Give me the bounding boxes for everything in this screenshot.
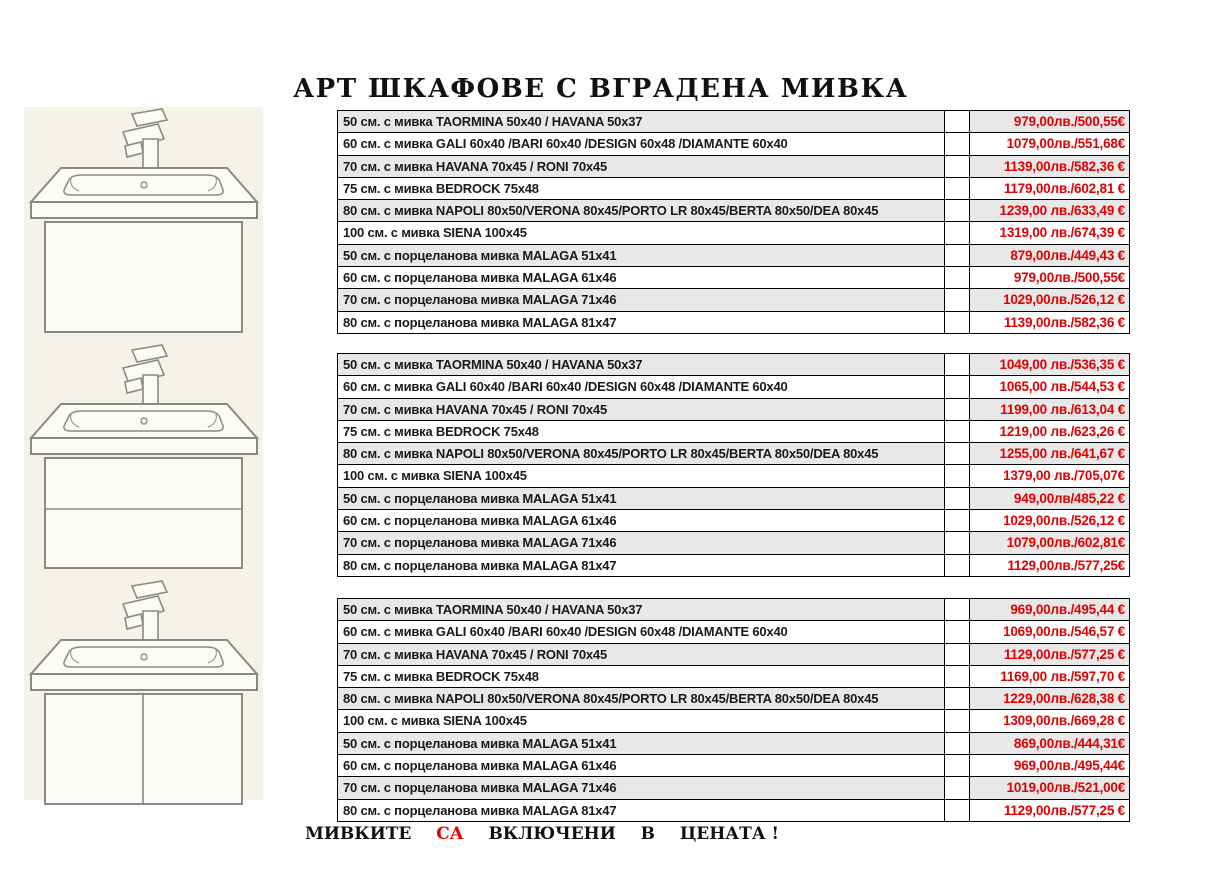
table-row — [337, 644, 1130, 666]
product-description: 50 см. с порцеланова мивка MALAGA 51x41 — [337, 245, 945, 266]
faucet-icon — [123, 581, 167, 641]
product-description: 60 см. с порцеланова мивка MALAGA 61x46 — [337, 755, 945, 776]
table-row — [337, 710, 1130, 732]
product-price: 979,00лв./500,55€ — [969, 267, 1130, 288]
product-description: 70 см. с порцеланова мивка MALAGA 71x46 — [337, 532, 945, 553]
table-row — [337, 200, 1130, 222]
table-row — [337, 733, 1130, 755]
product-description: 50 см. с мивка TAORMINA 50x40 / HAVANA 50x37 — [337, 111, 945, 132]
table-row — [337, 245, 1130, 267]
product-price: 879,00лв./449,43 € — [969, 245, 1130, 266]
product-price: 1255,00 лв./641,67 € — [969, 443, 1130, 464]
product-description: 100 см. с мивка SIENA 100x45 — [337, 465, 945, 486]
page-title: АРТ ШКАФОВЕ С ВГРАДЕНА МИВКА — [293, 74, 909, 104]
product-description: 80 см. с мивка NAPOLI 80x50/VERONA 80x45/PORTO LR 80x45/BERTA 80x50/DEA 80x45 — [337, 443, 945, 464]
product-description: 50 см. с мивка TAORMINA 50x40 / HAVANA 50x37 — [337, 599, 945, 620]
product-price: 1129,00лв./577,25€ — [969, 555, 1130, 576]
product-price: 1129,00лв./577,25 € — [969, 800, 1130, 821]
table-row — [337, 621, 1130, 643]
column-gap — [945, 621, 969, 642]
footer-word: ВКЛЮЧЕНИ — [488, 824, 616, 844]
column-gap — [945, 156, 969, 177]
sink-top — [31, 640, 257, 690]
product-price: 1139,00лв./582,36 € — [969, 312, 1130, 333]
column-gap — [945, 465, 969, 486]
table-row — [337, 399, 1130, 421]
product-description: 60 см. с мивка GALI 60x40 /BARI 60x40 /DESIGN 60x48 /DIAMANTE 60x40 — [337, 376, 945, 397]
product-description: 70 см. с мивка HAVANA 70x45 / RONI 70x45 — [337, 399, 945, 420]
footer-word: В — [640, 824, 655, 844]
table-row — [337, 555, 1130, 577]
product-description: 75 см. с мивка BEDROCK 75x48 — [337, 666, 945, 687]
product-price: 1179,00лв./602,81 € — [969, 178, 1130, 199]
product-price: 1029,00лв./526,12 € — [969, 289, 1130, 310]
faucet-icon — [123, 109, 167, 169]
product-description: 60 см. с порцеланова мивка MALAGA 61x46 — [337, 510, 945, 531]
column-gap — [945, 399, 969, 420]
vanity-sink-two-drawers-image — [24, 343, 263, 574]
column-gap — [945, 510, 969, 531]
product-price: 869,00лв./444,31€ — [969, 733, 1130, 754]
product-description: 60 см. с порцеланова мивка MALAGA 61x46 — [337, 267, 945, 288]
table-row — [337, 289, 1130, 311]
column-gap — [945, 267, 969, 288]
product-price: 1065,00 лв./544,53 € — [969, 376, 1130, 397]
vanity-illustrations-strip — [24, 107, 263, 800]
product-price: 1069,00лв./546,57 € — [969, 621, 1130, 642]
table-row — [337, 312, 1130, 334]
column-gap — [945, 599, 969, 620]
product-description: 50 см. с порцеланова мивка MALAGA 51x41 — [337, 733, 945, 754]
product-description: 70 см. с мивка HAVANA 70x45 / RONI 70x45 — [337, 644, 945, 665]
sink-top — [31, 404, 257, 454]
column-gap — [945, 312, 969, 333]
column-gap — [945, 376, 969, 397]
table-row — [337, 222, 1130, 244]
product-price: 1049,00 лв./536,35 € — [969, 354, 1130, 375]
table-row — [337, 421, 1130, 443]
sinks-included-note — [305, 824, 779, 844]
column-gap — [945, 354, 969, 375]
product-price: 1319,00 лв./674,39 € — [969, 222, 1130, 243]
column-gap — [945, 666, 969, 687]
product-price: 949,00лв/485,22 € — [969, 488, 1130, 509]
column-gap — [945, 222, 969, 243]
column-gap — [945, 555, 969, 576]
column-gap — [945, 421, 969, 442]
product-price: 1129,00лв./577,25 € — [969, 644, 1130, 665]
price-table — [337, 353, 1130, 577]
table-row — [337, 777, 1130, 799]
table-row — [337, 488, 1130, 510]
product-price: 1309,00лв./669,28 € — [969, 710, 1130, 731]
table-row — [337, 156, 1130, 178]
table-row — [337, 532, 1130, 554]
footer-word: МИВКИТЕ — [305, 824, 412, 844]
cabinet-body — [45, 458, 242, 568]
product-description: 70 см. с порцеланова мивка MALAGA 71x46 — [337, 289, 945, 310]
product-description: 80 см. с порцеланова мивка MALAGA 81x47 — [337, 800, 945, 821]
cabinet-body — [45, 694, 242, 804]
product-price: 1169,00 лв./597,70 € — [969, 666, 1130, 687]
table-row — [337, 755, 1130, 777]
product-description: 50 см. с мивка TAORMINA 50x40 / HAVANA 50x37 — [337, 354, 945, 375]
footer-word: ЦЕНАТА ! — [679, 824, 779, 844]
product-price: 1029,00лв./526,12 € — [969, 510, 1130, 531]
column-gap — [945, 245, 969, 266]
column-gap — [945, 755, 969, 776]
product-description: 60 см. с мивка GALI 60x40 /BARI 60x40 /DESIGN 60x48 /DIAMANTE 60x40 — [337, 621, 945, 642]
product-description: 100 см. с мивка SIENA 100x45 — [337, 222, 945, 243]
column-gap — [945, 289, 969, 310]
product-description: 70 см. с мивка HAVANA 70x45 / RONI 70x45 — [337, 156, 945, 177]
column-gap — [945, 178, 969, 199]
table-row — [337, 111, 1130, 133]
product-description: 100 см. с мивка SIENA 100x45 — [337, 710, 945, 731]
column-gap — [945, 777, 969, 798]
column-gap — [945, 532, 969, 553]
column-gap — [945, 800, 969, 821]
product-price: 969,00лв./495,44 € — [969, 599, 1130, 620]
product-price: 1229,00лв./628,38 € — [969, 688, 1130, 709]
price-table — [337, 110, 1130, 334]
column-gap — [945, 488, 969, 509]
product-price: 1239,00 лв./633,49 € — [969, 200, 1130, 221]
product-price: 1079,00лв./602,81€ — [969, 532, 1130, 553]
column-gap — [945, 688, 969, 709]
product-description: 50 см. с порцеланова мивка MALAGA 51x41 — [337, 488, 945, 509]
cabinet-body — [45, 222, 242, 332]
vanity-sink-two-doors-image — [24, 579, 263, 810]
product-description: 70 см. с порцеланова мивка MALAGA 71x46 — [337, 777, 945, 798]
table-row — [337, 666, 1130, 688]
product-description: 80 см. с мивка NAPOLI 80x50/VERONA 80x45/PORTO LR 80x45/BERTA 80x50/DEA 80x45 — [337, 200, 945, 221]
footer-word-highlighted: СА — [436, 824, 464, 844]
sink-top — [31, 168, 257, 218]
product-price: 1019,00лв./521,00€ — [969, 777, 1130, 798]
column-gap — [945, 200, 969, 221]
product-description: 60 см. с мивка GALI 60x40 /BARI 60x40 /DESIGN 60x48 /DIAMANTE 60x40 — [337, 133, 945, 154]
table-row — [337, 443, 1130, 465]
faucet-icon — [123, 345, 167, 405]
table-row — [337, 354, 1130, 376]
product-description: 75 см. с мивка BEDROCK 75x48 — [337, 421, 945, 442]
product-description: 80 см. с порцеланова мивка MALAGA 81x47 — [337, 555, 945, 576]
table-row — [337, 465, 1130, 487]
product-price: 1199,00 лв./613,04 € — [969, 399, 1130, 420]
table-row — [337, 178, 1130, 200]
product-description: 75 см. с мивка BEDROCK 75x48 — [337, 178, 945, 199]
column-gap — [945, 710, 969, 731]
product-price: 979,00лв./500,55€ — [969, 111, 1130, 132]
column-gap — [945, 133, 969, 154]
product-price: 969,00лв./495,44€ — [969, 755, 1130, 776]
price-table — [337, 598, 1130, 822]
table-row — [337, 800, 1130, 822]
table-row — [337, 688, 1130, 710]
table-row — [337, 376, 1130, 398]
vanity-sink-single-front-image — [24, 107, 263, 338]
table-row — [337, 599, 1130, 621]
product-price: 1079,00лв./551,68€ — [969, 133, 1130, 154]
table-row — [337, 510, 1130, 532]
product-price: 1139,00лв./582,36 € — [969, 156, 1130, 177]
table-row — [337, 267, 1130, 289]
table-row — [337, 133, 1130, 155]
column-gap — [945, 644, 969, 665]
column-gap — [945, 733, 969, 754]
product-description: 80 см. с порцеланова мивка MALAGA 81x47 — [337, 312, 945, 333]
column-gap — [945, 443, 969, 464]
product-price: 1379,00 лв./705,07€ — [969, 465, 1130, 486]
product-price: 1219,00 лв./623,26 € — [969, 421, 1130, 442]
column-gap — [945, 111, 969, 132]
product-description: 80 см. с мивка NAPOLI 80x50/VERONA 80x45/PORTO LR 80x45/BERTA 80x50/DEA 80x45 — [337, 688, 945, 709]
